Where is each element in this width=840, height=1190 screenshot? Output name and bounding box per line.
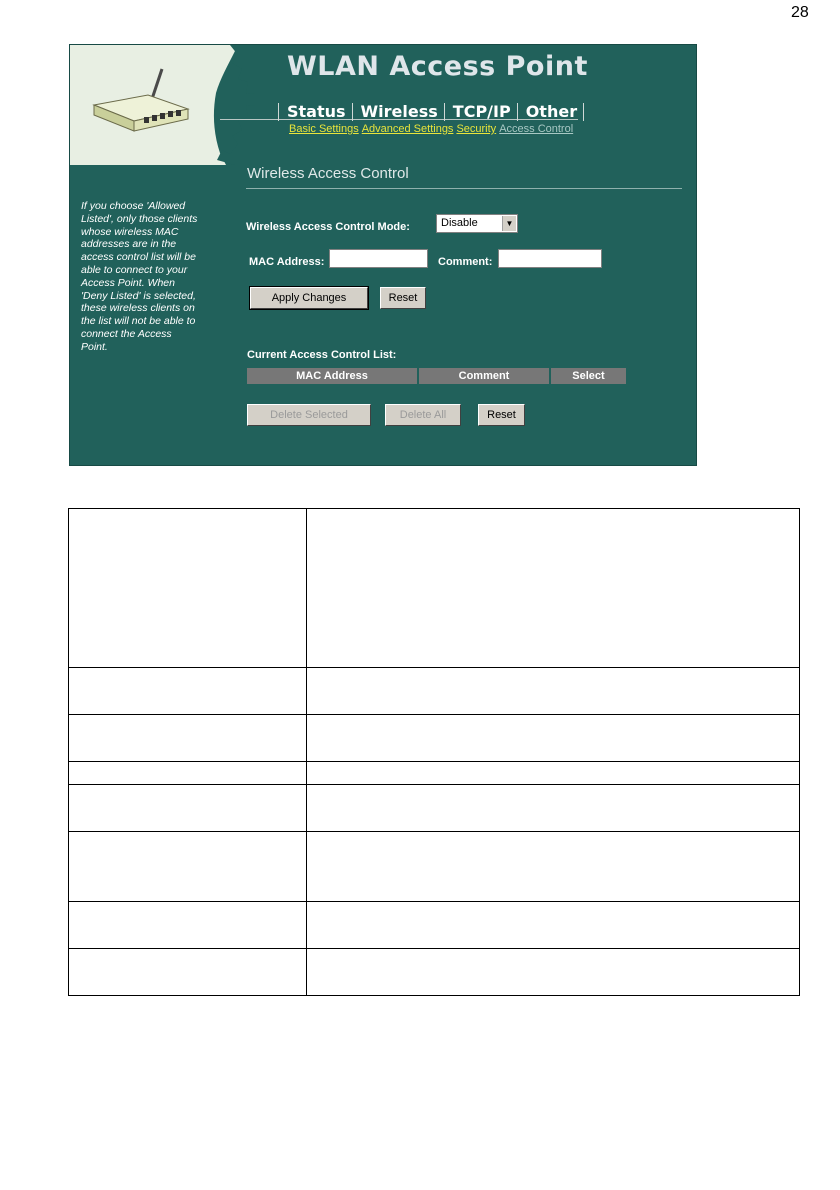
- table-row: [69, 949, 800, 996]
- mode-label: Wireless Access Control Mode:: [246, 221, 410, 233]
- reset-form-button[interactable]: Reset: [380, 287, 426, 309]
- subnav-basic-settings[interactable]: Basic Settings: [289, 123, 359, 135]
- table-cell: [69, 832, 307, 902]
- app-title: WLAN Access Point: [287, 51, 588, 82]
- tab-other[interactable]: Other: [517, 103, 584, 121]
- table-cell: [307, 832, 800, 902]
- table-row: [69, 509, 800, 668]
- table-row: [69, 762, 800, 785]
- mac-address-input[interactable]: [329, 249, 428, 268]
- column-select: Select: [551, 368, 626, 384]
- section-title: Wireless Access Control: [247, 165, 409, 182]
- table-cell: [69, 715, 307, 762]
- apply-changes-button[interactable]: Apply Changes: [250, 287, 368, 309]
- column-mac-address: MAC Address: [247, 368, 417, 384]
- table-cell: [69, 902, 307, 949]
- mode-select-value: Disable: [441, 217, 478, 229]
- table-cell: [307, 949, 800, 996]
- mode-select[interactable]: [436, 214, 518, 233]
- table-cell: [307, 902, 800, 949]
- subnav-security[interactable]: Security: [456, 123, 497, 135]
- table-cell: [307, 509, 800, 668]
- table-cell: [69, 949, 307, 996]
- section-divider: [246, 188, 682, 189]
- table-row: [69, 668, 800, 715]
- table-cell: [69, 668, 307, 715]
- delete-selected-button[interactable]: Delete Selected: [247, 404, 371, 426]
- reset-list-button[interactable]: Reset: [478, 404, 525, 426]
- table-cell: [69, 785, 307, 832]
- table-row: [69, 832, 800, 902]
- main-tabs: [278, 103, 584, 121]
- access-point-screenshot: [69, 44, 697, 466]
- tab-tcpip[interactable]: TCP/IP: [444, 103, 517, 121]
- mac-address-label: MAC Address:: [249, 256, 325, 268]
- comment-input[interactable]: [498, 249, 602, 268]
- subnav-access-control[interactable]: Access Control: [499, 123, 574, 135]
- table-cell: [307, 715, 800, 762]
- delete-all-button[interactable]: Delete All: [385, 404, 461, 426]
- subnav-advanced-settings[interactable]: Advanced Settings: [361, 123, 454, 135]
- tab-wireless[interactable]: Wireless: [352, 103, 444, 121]
- description-table: [68, 508, 800, 996]
- access-list-title: Current Access Control List:: [247, 349, 397, 361]
- page-number: 28: [791, 4, 809, 21]
- help-text: If you choose 'Allowed Listed', only those clients whose wireless MAC addresses are in the access control list will be able to connect to your Access Point. When 'Deny Listed' is selected, these wireless clients on the list will not be able to connect the Access Point.: [81, 200, 198, 353]
- table-row: [69, 715, 800, 762]
- table-cell: [69, 509, 307, 668]
- table-cell: [307, 785, 800, 832]
- chevron-down-icon[interactable]: ▼: [502, 216, 516, 231]
- comment-label: Comment:: [438, 256, 493, 268]
- table-cell: [307, 762, 800, 785]
- table-cell: [307, 668, 800, 715]
- table-row: [69, 902, 800, 949]
- table-row: [69, 785, 800, 832]
- access-list-header: [247, 368, 628, 384]
- sub-navigation: [289, 123, 576, 135]
- column-comment: Comment: [419, 368, 549, 384]
- tab-status[interactable]: Status: [278, 103, 352, 121]
- router-icon: [88, 65, 198, 145]
- table-cell: [69, 762, 307, 785]
